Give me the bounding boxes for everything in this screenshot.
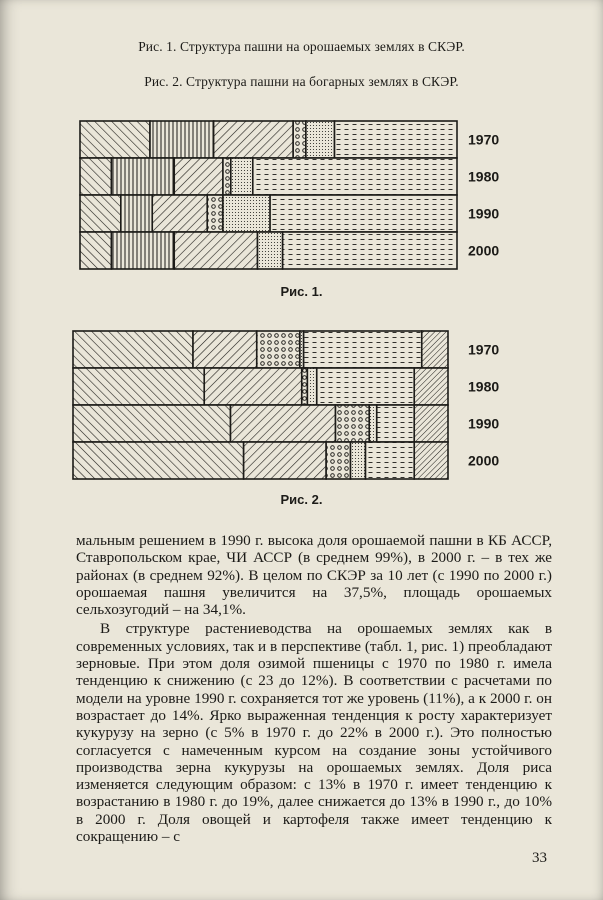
bar-segment-1980-dashes <box>253 158 457 195</box>
bar-segment-2000-diagonal-right <box>174 232 257 269</box>
bar-segment-1980-diagonal-right <box>174 158 223 195</box>
bar-segment-1970-circles <box>257 331 300 368</box>
bar-segment-2000-diagonal-left <box>80 232 111 269</box>
bar-segment-2000-circles <box>326 442 350 479</box>
year-label-1970: 1970 <box>468 341 500 358</box>
bar-segment-1970-diagonal-right <box>214 121 294 158</box>
bar-segment-2000-dashes <box>366 442 415 479</box>
bar-segment-2000-diagonal-right <box>244 442 327 479</box>
bar-segment-2000-diagonal-left <box>73 442 244 479</box>
bar-segment-1990-diagonal-right-dense <box>414 405 448 442</box>
bar-segment-1970-dashes <box>304 331 422 368</box>
paragraph-1: мальным решением в 1990 г. высока доля орошаемой пашни в КБ АССР, Ставропольском крае, ЧИ АССР (в среднем 99%), в 2000 г. – в тех же районах (в среднем 92%). В целом по СКЭР за 10 лет (с 1990 по 2000 г.) орошаемая пашня увеличится на 37,5%, площадь орошаемых сельхозугодий – на 34,1%. <box>76 532 552 619</box>
bar-segment-1990-dashes <box>377 405 415 442</box>
figure-1-chart <box>0 112 603 272</box>
bar-segment-1990-diagonal-right <box>231 405 336 442</box>
figure-2-caption: Рис. 2. Структура пашни на богарных землях в СКЭР. <box>144 74 459 89</box>
bar-segment-1980-dashes <box>317 368 415 405</box>
bar-segment-1980-dots <box>231 158 253 195</box>
year-label-1980: 1980 <box>468 378 500 395</box>
bar-segment-1970-diagonal-left <box>80 121 150 158</box>
bar-segment-2000-diagonal-right-dense <box>414 442 448 479</box>
year-label-2000: 2000 <box>468 452 500 469</box>
bar-segment-1980-circles <box>302 368 308 405</box>
bar-segment-1990-diagonal-left <box>80 195 121 232</box>
bar-segment-1980-vertical <box>111 158 174 195</box>
bar-segment-2000-dots <box>258 232 283 269</box>
bar-segment-1970-diagonal-left <box>73 331 193 368</box>
bar-segment-1990-circles <box>207 195 223 232</box>
bar-segment-1990-diagonal-right <box>152 195 207 232</box>
bar-segment-1990-circles <box>336 405 370 442</box>
year-label-1990: 1990 <box>468 205 500 222</box>
figure-2-label: Рис. 2. <box>280 492 323 507</box>
paragraph-2: В структуре растениеводства на орошаемых землях как в современных условиях, так и в перспективе (табл. 1, рис. 1) преобладают зерновые. При этом доля озимой пшеницы с 1970 по 1980 г. имела тенденцию к снижению (с 23 до 12%). В соответствии с расчетами по модели на уровне 1990 г. сохраняется тот же уровень (11%), а к 2000 г. он возрастает до 14%. Ярко выраженная тенденция к росту характеризует кукурузу на зерно (с 5% в 1970 г. до 22% в 2000 г.). Это полностью согласуется с намеченным курсом на создание зоны устойчивого производства зерна кукурузы на орошаемых землях. Доля риса изменяется следующим образом: с 13% в 1970 г. имеет тенденцию к возрастанию в 1980 г. до 19%, далее снижается до 13% в 1990 г., до 10% в 2000 г. Доля овощей и картофеля также имеет тенденцию к сокращению – с <box>76 620 552 846</box>
year-label-2000: 2000 <box>468 242 500 259</box>
year-label-1970: 1970 <box>468 131 500 148</box>
bar-segment-1970-diagonal-right <box>193 331 257 368</box>
body-text <box>76 532 552 845</box>
bar-segment-1970-dots <box>306 121 335 158</box>
figure-1-caption: Рис. 1. Структура пашни на орошаемых землях в СКЭР. <box>138 39 465 54</box>
year-label-1990: 1990 <box>468 415 500 432</box>
figure-1-label: Рис. 1. <box>280 284 323 299</box>
bar-segment-2000-dashes <box>283 232 457 269</box>
bar-segment-2000-dots <box>351 442 366 479</box>
bar-segment-1970-vertical <box>150 121 214 158</box>
bar-segment-1990-vertical <box>121 195 152 232</box>
bar-segment-2000-vertical <box>111 232 174 269</box>
figure-2-chart <box>0 325 603 485</box>
bar-segment-1980-dots <box>307 368 316 405</box>
bar-segment-1980-diagonal-left <box>80 158 111 195</box>
bar-segment-1980-diagonal-right-dense <box>414 368 448 405</box>
bar-segment-1970-dashes <box>335 121 457 158</box>
year-label-1980: 1980 <box>468 168 500 185</box>
bar-segment-1990-diagonal-left <box>73 405 231 442</box>
bar-segment-1970-diagonal-right-dense <box>422 331 448 368</box>
bar-segment-1980-diagonal-left <box>73 368 204 405</box>
bar-segment-1990-dashes <box>270 195 457 232</box>
bar-segment-1990-dots <box>369 405 377 442</box>
bar-segment-1980-circles <box>223 158 231 195</box>
bar-segment-1980-diagonal-right <box>204 368 302 405</box>
bar-segment-1970-circles <box>293 121 306 158</box>
bar-segment-1990-dots <box>223 195 270 232</box>
page-number: 33 <box>532 850 547 866</box>
